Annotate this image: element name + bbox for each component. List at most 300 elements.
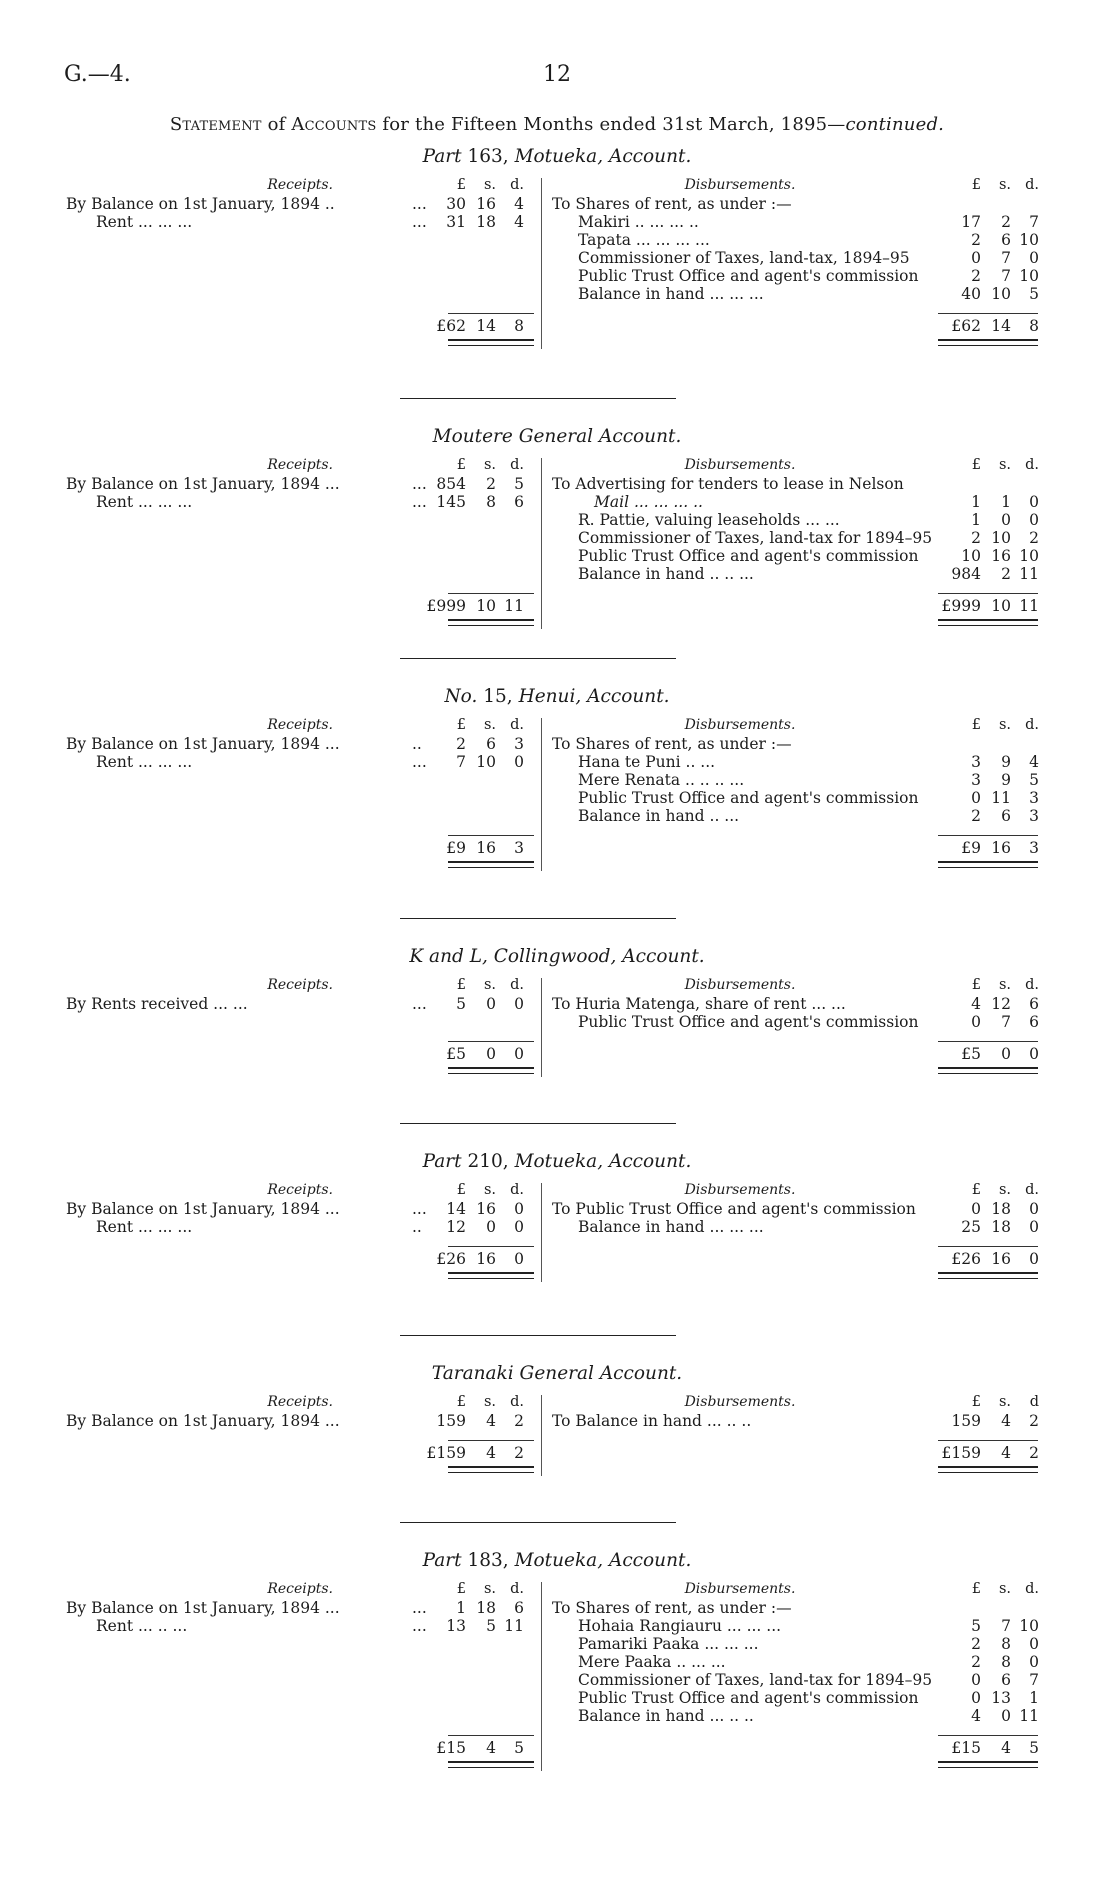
- disbursements-total: [935, 839, 1039, 857]
- disbursements-total-rule: [938, 835, 1038, 836]
- pound-header: £: [971, 1581, 981, 1597]
- pounds-value: 2: [971, 1635, 981, 1653]
- continued-label: continued.: [845, 114, 945, 135]
- shillings-value: 14: [991, 317, 1011, 335]
- disbursement-description: Balance in hand ... ... ...: [578, 1218, 764, 1236]
- amount: [420, 213, 524, 231]
- amount: [935, 1689, 1039, 1707]
- pence-value: 0: [1029, 493, 1039, 511]
- pounds-value: £15: [951, 1739, 981, 1757]
- shilling-header: s.: [483, 1394, 496, 1410]
- pounds-value: 25: [961, 1218, 981, 1236]
- disbursements-total-rule: [938, 1041, 1038, 1042]
- amount: [420, 317, 524, 335]
- amount: [935, 1200, 1039, 1218]
- amount: [935, 1045, 1039, 1063]
- disbursement-description: Public Trust Office and agent's commission: [578, 267, 919, 285]
- shillings-value: 5: [486, 1617, 496, 1635]
- column-headers: [420, 176, 524, 194]
- pence-header: d.: [1025, 457, 1039, 473]
- receipts-total-rule: [448, 313, 534, 314]
- shillings-value: 12: [991, 995, 1011, 1013]
- shillings-value: 8: [486, 493, 496, 511]
- disbursement-description: Pamariki Paaka ... ... ...: [578, 1635, 759, 1653]
- pounds-value: 2: [456, 735, 466, 753]
- amount: [935, 1218, 1039, 1236]
- disbursement-description: Commissioner of Taxes, land-tax for 1894–95: [578, 1671, 933, 1689]
- header-amount: [935, 456, 1039, 474]
- statement-word: Statement: [169, 114, 262, 135]
- pence-value: 5: [1029, 771, 1039, 789]
- shillings-value: 4: [1001, 1739, 1011, 1757]
- amount: [935, 249, 1039, 267]
- shillings-value: 7: [1001, 1617, 1011, 1635]
- pence-header: d.: [1025, 1581, 1039, 1597]
- receipt-description: By Balance on 1st January, 1894 ...: [66, 1599, 340, 1617]
- header-amount: [420, 976, 524, 994]
- disbursement-amount: [935, 789, 1039, 807]
- receipts-total: [420, 1444, 524, 1462]
- disbursement-amount: [935, 1599, 1039, 1617]
- title-prefix: Taranaki General Account.: [431, 1363, 683, 1384]
- amount: [420, 1218, 524, 1236]
- receipts-double-rule: [448, 861, 534, 868]
- receipt-amount: [420, 213, 524, 231]
- shillings-value: 0: [486, 1045, 496, 1063]
- disbursement-description: Mere Paaka .. ... ...: [578, 1653, 726, 1671]
- pence-value: 0: [514, 753, 524, 771]
- shilling-header: s.: [998, 1394, 1011, 1410]
- disbursement-amount: [935, 565, 1039, 583]
- pence-value: 10: [1019, 267, 1039, 285]
- pence-header: d.: [1025, 1182, 1039, 1198]
- disbursements-total: [935, 1045, 1039, 1063]
- shillings-value: 4: [486, 1412, 496, 1430]
- amount: [420, 839, 524, 857]
- title-prefix: Moutere General Account.: [432, 426, 682, 447]
- pence-value: 10: [1019, 547, 1039, 565]
- pence-value: 11: [504, 597, 524, 615]
- amount: [420, 1444, 524, 1462]
- pence-header: d.: [1025, 977, 1039, 993]
- shillings-value: 0: [486, 995, 496, 1013]
- section-separator: [400, 658, 676, 659]
- disbursement-amount: [935, 231, 1039, 249]
- disbursement-description: Balance in hand ... .. ..: [578, 1707, 754, 1725]
- account-title: [0, 688, 1114, 706]
- receipt-description: By Balance on 1st January, 1894 ...: [66, 1200, 340, 1218]
- receipt-description: By Balance on 1st January, 1894 ...: [66, 1412, 340, 1430]
- amount: [420, 1739, 524, 1757]
- column-divider: [541, 178, 542, 349]
- amount: [420, 1599, 524, 1617]
- disbursements-double-rule: [938, 619, 1038, 626]
- amount: [935, 267, 1039, 285]
- pounds-value: 854: [436, 475, 466, 493]
- disbursement-amount: [935, 1412, 1039, 1430]
- amount: [935, 735, 1039, 753]
- pence-value: 7: [1029, 1671, 1039, 1689]
- disbursements-total-rule: [938, 1246, 1038, 1247]
- amount: [935, 753, 1039, 771]
- shillings-value: 1: [1001, 493, 1011, 511]
- shillings-value: 2: [486, 475, 496, 493]
- disbursements-double-rule: [938, 339, 1038, 346]
- receipt-amount: [420, 475, 524, 493]
- disbursement-amount: [935, 285, 1039, 303]
- amount: [935, 807, 1039, 825]
- pence-value: 8: [1029, 317, 1039, 335]
- receipt-leader: ...: [412, 753, 427, 771]
- pounds-value: £5: [961, 1045, 981, 1063]
- pound-header: £: [456, 177, 466, 193]
- disbursement-description: To Shares of rent, as under :—: [552, 735, 792, 753]
- disbursements-total-rule: [938, 1735, 1038, 1736]
- disbursements-double-rule: [938, 1761, 1038, 1768]
- amount: [935, 995, 1039, 1013]
- receipts-total: [420, 597, 524, 615]
- disbursement-description: Hana te Puni .. ...: [578, 753, 716, 771]
- shillings-value: 10: [991, 285, 1011, 303]
- section-separator: [400, 918, 676, 919]
- shillings-value: 13: [991, 1689, 1011, 1707]
- pounds-value: 31: [446, 213, 466, 231]
- shilling-header: s.: [483, 1581, 496, 1597]
- account-section: [0, 428, 1114, 688]
- pence-value: 6: [1029, 1013, 1039, 1031]
- disbursement-amount: [935, 1653, 1039, 1671]
- shillings-value: 18: [991, 1200, 1011, 1218]
- receipt-leader: ..: [412, 735, 422, 753]
- receipt-amount: [420, 1218, 524, 1236]
- account-section: [0, 148, 1114, 408]
- shilling-header: s.: [998, 1182, 1011, 1198]
- pence-value: 2: [1029, 1444, 1039, 1462]
- disbursement-amount: [935, 267, 1039, 285]
- shillings-value: 4: [486, 1739, 496, 1757]
- receipts-total-rule: [448, 1735, 534, 1736]
- receipt-leader: ...: [412, 1617, 427, 1635]
- header-amount: [935, 1393, 1039, 1411]
- pence-value: 6: [514, 1599, 524, 1617]
- pounds-value: 3: [971, 753, 981, 771]
- pounds-value: 1: [971, 511, 981, 529]
- pence-value: 0: [1029, 1635, 1039, 1653]
- statement-of: of: [267, 114, 286, 135]
- receipt-amount: [420, 1200, 524, 1218]
- amount: [935, 547, 1039, 565]
- amount: [935, 1599, 1039, 1617]
- receipts-label: Receipts.: [267, 717, 333, 733]
- disbursements-double-rule: [938, 861, 1038, 868]
- shillings-value: 4: [486, 1444, 496, 1462]
- shillings-value: 0: [1001, 511, 1011, 529]
- pence-value: 2: [1029, 529, 1039, 547]
- statement-title: [0, 114, 1114, 135]
- disbursement-amount: [935, 735, 1039, 753]
- shilling-header: s.: [998, 177, 1011, 193]
- disbursements-total-rule: [938, 1440, 1038, 1441]
- section-separator: [400, 398, 676, 399]
- pence-value: 0: [1029, 249, 1039, 267]
- shillings-value: 2: [1001, 565, 1011, 583]
- disbursement-amount: [935, 547, 1039, 565]
- pounds-value: 1: [456, 1599, 466, 1617]
- disbursement-description: Tapata ... ... ... ...: [578, 231, 710, 249]
- shillings-value: 10: [476, 753, 496, 771]
- pence-header: d.: [1025, 717, 1039, 733]
- pence-value: 1: [1029, 1689, 1039, 1707]
- disbursement-description: Public Trust Office and agent's commission: [578, 1013, 919, 1031]
- pence-header: d.: [510, 1581, 524, 1597]
- disbursement-amount: [935, 753, 1039, 771]
- pence-value: 0: [1029, 511, 1039, 529]
- shillings-value: 4: [1001, 1444, 1011, 1462]
- pence-value: 7: [1029, 213, 1039, 231]
- receipt-amount: [420, 995, 524, 1013]
- amount: [935, 1013, 1039, 1031]
- receipts-double-rule: [448, 1466, 534, 1473]
- disbursement-amount: [935, 1218, 1039, 1236]
- shillings-value: 16: [476, 1200, 496, 1218]
- amount: [935, 1635, 1039, 1653]
- shillings-value: 10: [476, 597, 496, 615]
- account-title: [0, 148, 1114, 166]
- shillings-value: 16: [476, 839, 496, 857]
- shillings-value: 10: [991, 529, 1011, 547]
- title-number: 210,: [467, 1151, 509, 1172]
- disbursement-amount: [935, 1689, 1039, 1707]
- shillings-value: 7: [1001, 267, 1011, 285]
- receipt-amount: [420, 493, 524, 511]
- pounds-value: £62: [951, 317, 981, 335]
- disbursements-total-rule: [938, 593, 1038, 594]
- pence-value: 10: [1019, 1617, 1039, 1635]
- amount: [935, 565, 1039, 583]
- disbursements-total: [935, 1444, 1039, 1462]
- accounts-word: Accounts: [291, 114, 377, 135]
- receipt-amount: [420, 753, 524, 771]
- pound-header: £: [456, 1182, 466, 1198]
- amount: [935, 1250, 1039, 1268]
- title-prefix: Part: [422, 1550, 462, 1571]
- pence-value: 4: [514, 195, 524, 213]
- disbursement-description: Mail ... ... ... ..: [594, 493, 703, 511]
- shillings-value: 10: [991, 597, 1011, 615]
- pence-value: 11: [1019, 597, 1039, 615]
- receipts-total: [420, 1250, 524, 1268]
- receipt-leader: ...: [412, 493, 427, 511]
- amount: [420, 1412, 524, 1430]
- amount: [935, 511, 1039, 529]
- disbursements-label: Disbursements.: [684, 1581, 796, 1597]
- account-section: [0, 1552, 1114, 1812]
- receipt-description: Rent ... ... ...: [96, 213, 193, 231]
- disbursements-label: Disbursements.: [684, 1394, 796, 1410]
- shillings-value: 18: [991, 1218, 1011, 1236]
- section-separator: [400, 1123, 676, 1124]
- pound-header: £: [456, 1581, 466, 1597]
- amount: [935, 839, 1039, 857]
- pounds-value: £159: [426, 1444, 466, 1462]
- column-divider: [541, 458, 542, 629]
- shillings-value: 16: [991, 1250, 1011, 1268]
- disbursements-label: Disbursements.: [684, 977, 796, 993]
- disbursement-description: R. Pattie, valuing leaseholds ... ...: [578, 511, 840, 529]
- pounds-value: £26: [951, 1250, 981, 1268]
- disbursements-total-rule: [938, 313, 1038, 314]
- pence-value: 11: [1019, 565, 1039, 583]
- disbursements-label: Disbursements.: [684, 1182, 796, 1198]
- amount: [935, 195, 1039, 213]
- pence-value: 5: [514, 475, 524, 493]
- pounds-value: 0: [971, 1200, 981, 1218]
- column-headers: [420, 1393, 524, 1411]
- pounds-value: 2: [971, 267, 981, 285]
- shillings-value: 0: [1001, 1045, 1011, 1063]
- amount: [935, 1671, 1039, 1689]
- receipt-amount: [420, 1599, 524, 1617]
- disbursements-double-rule: [938, 1067, 1038, 1074]
- receipt-description: Rent ... ... ...: [96, 753, 193, 771]
- title-prefix: Part: [422, 1151, 462, 1172]
- pence-value: 0: [514, 1218, 524, 1236]
- disbursement-amount: [935, 1707, 1039, 1725]
- pence-value: 5: [1029, 285, 1039, 303]
- title-suffix: Henui, Account.: [518, 686, 670, 707]
- disbursement-amount: [935, 1671, 1039, 1689]
- disbursement-description: Public Trust Office and agent's commission: [578, 1689, 919, 1707]
- disbursement-description: To Balance in hand ... .. ..: [552, 1412, 752, 1430]
- receipts-label: Receipts.: [267, 1182, 333, 1198]
- shillings-value: 6: [486, 735, 496, 753]
- receipts-total-rule: [448, 593, 534, 594]
- amount: [420, 1617, 524, 1635]
- pounds-value: £26: [436, 1250, 466, 1268]
- shillings-value: 6: [1001, 231, 1011, 249]
- header-amount: [935, 976, 1039, 994]
- shilling-header: s.: [998, 457, 1011, 473]
- column-headers: [420, 456, 524, 474]
- pounds-value: 3: [971, 771, 981, 789]
- column-headers: [420, 1580, 524, 1598]
- pounds-value: 10: [961, 547, 981, 565]
- shillings-value: 6: [1001, 807, 1011, 825]
- disbursements-double-rule: [938, 1272, 1038, 1279]
- disbursement-description: To Huria Matenga, share of rent ... ...: [552, 995, 846, 1013]
- pence-value: 3: [1029, 789, 1039, 807]
- amount: [420, 597, 524, 615]
- disbursement-description: Makiri .. ... ... ..: [578, 213, 699, 231]
- pence-value: 6: [1029, 995, 1039, 1013]
- header-amount: [420, 716, 524, 734]
- receipt-leader: ...: [412, 1599, 427, 1617]
- shillings-value: 8: [1001, 1653, 1011, 1671]
- pence-value: 2: [514, 1412, 524, 1430]
- pounds-value: 14: [446, 1200, 466, 1218]
- disbursement-description: To Shares of rent, as under :—: [552, 195, 792, 213]
- page-number: 12: [543, 62, 571, 87]
- disbursement-amount: [935, 213, 1039, 231]
- receipts-label: Receipts.: [267, 457, 333, 473]
- title-number: 163,: [467, 146, 509, 167]
- column-headers: [420, 1181, 524, 1199]
- column-headers: [935, 1393, 1039, 1411]
- disbursement-description: Public Trust Office and agent's commission: [578, 789, 919, 807]
- pound-header: £: [456, 977, 466, 993]
- pence-header: d.: [510, 457, 524, 473]
- receipt-amount: [420, 1412, 524, 1430]
- disbursement-amount: [935, 771, 1039, 789]
- pence-value: 11: [504, 1617, 524, 1635]
- column-headers: [420, 976, 524, 994]
- pounds-value: 5: [971, 1617, 981, 1635]
- receipt-description: By Balance on 1st January, 1894 ..: [66, 195, 335, 213]
- amount: [935, 475, 1039, 493]
- column-headers: [935, 1181, 1039, 1199]
- shillings-value: 9: [1001, 771, 1011, 789]
- shilling-header: s.: [483, 457, 496, 473]
- amount: [935, 529, 1039, 547]
- pence-value: 0: [514, 1045, 524, 1063]
- pence-value: 2: [1029, 1412, 1039, 1430]
- disbursement-amount: [935, 475, 1039, 493]
- disbursement-description: Balance in hand .. .. ...: [578, 565, 754, 583]
- receipt-amount: [420, 735, 524, 753]
- pound-header: £: [971, 1394, 981, 1410]
- receipt-description: Rent ... ... ...: [96, 1218, 193, 1236]
- shilling-header: s.: [998, 717, 1011, 733]
- column-divider: [541, 1582, 542, 1771]
- pound-header: £: [971, 177, 981, 193]
- column-headers: [935, 456, 1039, 474]
- disbursements-total: [935, 597, 1039, 615]
- pence-value: 0: [1029, 1200, 1039, 1218]
- receipts-total: [420, 1045, 524, 1063]
- column-divider: [541, 978, 542, 1077]
- shilling-header: s.: [483, 717, 496, 733]
- receipt-leader: ..: [412, 1218, 422, 1236]
- receipt-leader: ...: [412, 995, 427, 1013]
- header-amount: [420, 1393, 524, 1411]
- amount: [935, 1444, 1039, 1462]
- amount: [420, 1045, 524, 1063]
- pence-value: 0: [1029, 1653, 1039, 1671]
- account-title: [0, 1552, 1114, 1570]
- amount: [420, 1250, 524, 1268]
- pence-value: 0: [514, 995, 524, 1013]
- title-prefix: K and L, Collingwood, Account.: [409, 946, 705, 967]
- pounds-value: 984: [951, 565, 981, 583]
- amount: [420, 753, 524, 771]
- shilling-header: s.: [483, 177, 496, 193]
- shillings-value: 7: [1001, 1013, 1011, 1031]
- disbursement-description: Hohaia Rangiauru ... ... ...: [578, 1617, 782, 1635]
- title-suffix: Motueka, Account.: [514, 1151, 692, 1172]
- receipt-amount: [420, 1617, 524, 1635]
- account-title: [0, 1153, 1114, 1171]
- receipt-leader: ...: [412, 1200, 427, 1218]
- pound-header: £: [971, 1182, 981, 1198]
- pence-value: 0: [1029, 1218, 1039, 1236]
- receipts-total-rule: [448, 1041, 534, 1042]
- title-number: 15,: [483, 686, 513, 707]
- receipts-total-rule: [448, 1246, 534, 1247]
- amount: [420, 493, 524, 511]
- pounds-value: 2: [971, 1653, 981, 1671]
- pounds-value: 0: [971, 1671, 981, 1689]
- receipts-total: [420, 317, 524, 335]
